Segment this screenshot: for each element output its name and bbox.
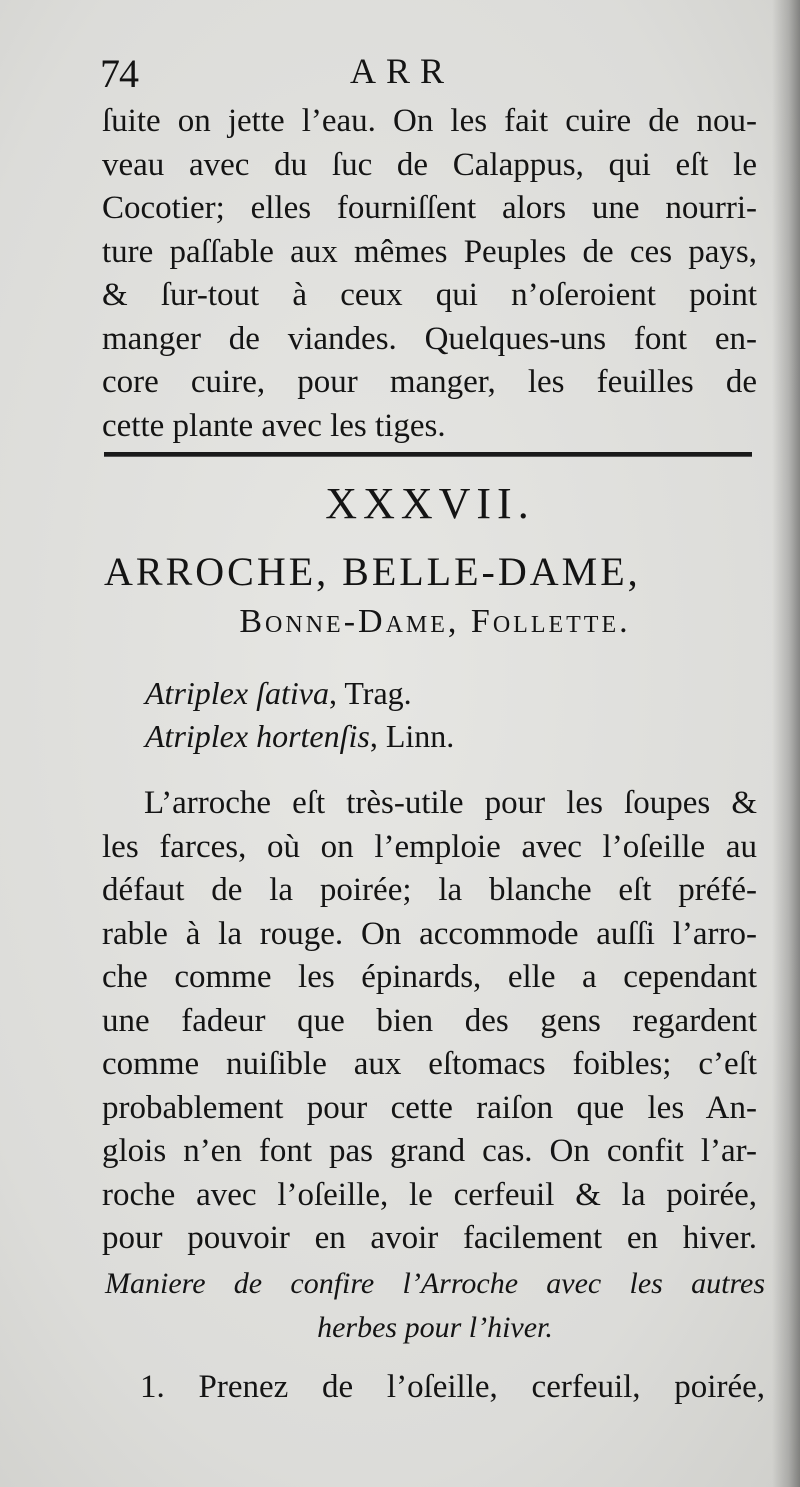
text-line: les farces, où on l’emploie avec l’oſeille au <box>102 828 757 865</box>
botanical-synonym <box>145 718 454 755</box>
intro-paragraph <box>102 100 757 448</box>
recipe-step <box>140 1366 765 1410</box>
caption-line: Maniere de confire l’Arroche avec les autres <box>105 1267 765 1300</box>
author-abbrev: , Trag. <box>328 675 412 711</box>
text-line: manger de viandes. Quelques-uns font en- <box>102 320 757 357</box>
text-line: Cocotier; elles fourniſſent alors une nourri- <box>102 190 757 226</box>
section-subtitle: Bonne-Dame, Follette. <box>239 603 631 640</box>
section-divider <box>104 452 752 456</box>
text-line: probablement pour cette raiſon que les An- <box>102 1089 757 1126</box>
latin-name: Atriplex ſativa <box>145 675 329 711</box>
latin-name: Atriplex hortenſis <box>145 718 370 754</box>
text-line: & ſur-tout à ceux qui n’oſeroient point <box>102 277 757 313</box>
section-number: XXXVII. <box>325 479 535 528</box>
text-line: cette plante avec les tiges. <box>102 407 446 444</box>
text-line: roche avec l’oſeille, le cerfeuil & la poirée, <box>102 1176 757 1213</box>
recipe-caption <box>105 1262 765 1350</box>
text-line: L’arroche eſt très-utile pour les ſoupes & <box>144 785 757 821</box>
text-line: pour pouvoir en avoir facilement en hiver. <box>102 1220 757 1256</box>
text-line: glois n’en font pas grand cas. On confit l’ar- <box>102 1133 757 1169</box>
text-line: veau avec du ſuc de Calappus, qui eſt le <box>102 146 757 183</box>
page-edge-shadow <box>772 0 800 1487</box>
text-line: rable à la rouge. On accommode auſſi l’arro- <box>102 915 757 952</box>
section-title: ARROCHE, BELLE-DAME, <box>104 549 641 594</box>
text-line: une fadeur que bien des gens regardent <box>102 1002 757 1039</box>
text-line: comme nuiſible aux eſtomacs foibles; c’eſt <box>102 1046 757 1082</box>
page-header <box>100 50 760 100</box>
page-number: 74 <box>100 51 138 96</box>
text-line: ſuite on jette l’eau. On les fait cuire de nou- <box>102 103 757 139</box>
text-line: che comme les épinards, elle a cependant <box>102 959 757 995</box>
running-head: ARR <box>350 51 455 91</box>
author-abbrev: , Linn. <box>369 718 455 754</box>
text-line: 1. Prenez de l’oſeille, cerfeuil, poirée, <box>140 1369 765 1405</box>
botanical-synonym <box>145 675 412 712</box>
text-line: core cuire, pour manger, les feuilles de <box>102 364 757 400</box>
text-line: ture paſſable aux mêmes Peuples de ces pays, <box>102 233 757 270</box>
caption-line: herbes pour l’hiver. <box>317 1311 553 1344</box>
body-paragraph <box>102 782 757 1261</box>
text-line: défaut de la poirée; la blanche eſt préfé- <box>102 872 757 908</box>
